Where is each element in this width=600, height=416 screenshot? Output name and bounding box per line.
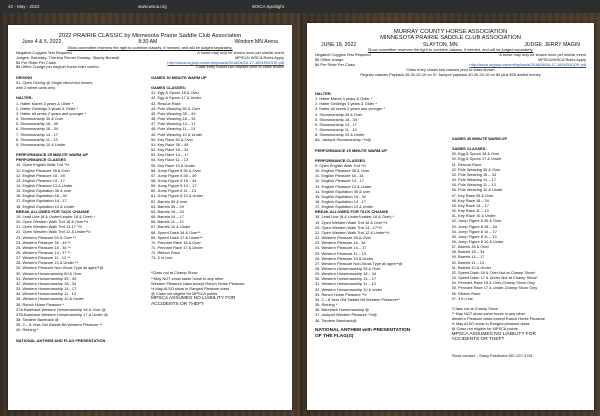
committee-notice: Show committee reserves the right to combine classes, if needed, and will be judged separately.	[67, 44, 233, 50]
class-item: 35. Western Horsemanship 10 & Under	[16, 296, 84, 302]
class-item: 56. Jump Figure 8 50 & Over	[151, 167, 201, 173]
class-item: 26. Western Pleasure 14 - 17 **	[16, 250, 71, 255]
class-item: 25. Western Pleasure 18 - 34 **	[16, 244, 71, 250]
class-item: 43. Pole Weaving 18 – 34	[451, 171, 496, 177]
entry-closing-note: Class entry closes two classes prior to class shown	[406, 66, 495, 72]
section-heading: PERFORMANCE CLASSES	[16, 157, 66, 163]
class-item: 24. Western Pleasure 14 – 17	[315, 245, 367, 251]
showbill-header	[307, 29, 594, 48]
class-item: 63. Barrels 35 – 49	[151, 203, 184, 209]
class-item: 17. English Equitation 14 - 17	[16, 198, 67, 204]
class-item: Show contact – Stacy Posthuma 507-227-3761	[451, 353, 533, 359]
committee-notice: Show committee reserves the right to combine classes, if needed, and will be judged separately.	[367, 47, 534, 53]
site-url: www.wsca.org	[138, 4, 167, 9]
class-item: 55. Key Race 10 & Under	[151, 162, 196, 168]
class-item: 19. Open Western Walk Trot 18 & Over*½	[315, 219, 388, 225]
class-list-games	[151, 75, 286, 343]
right-page	[300, 13, 600, 416]
class-item: 8. Showmanship 10 & Under	[315, 132, 365, 138]
class-item: 10. Open English Walk Trot *½	[16, 162, 70, 168]
class-item: 35. Reining *	[315, 302, 338, 308]
class-item: 73. 3 In Line	[151, 255, 173, 261]
class-item: 33. Ranch Horse Pleasure *½	[315, 291, 367, 297]
info-left: $5 Office Charge per day/per horse-rider combo	[16, 64, 99, 70]
show-date: June 4 & 5, 2022	[22, 39, 62, 46]
class-item: 63. Speed Dash 17 & Under-Not at Champ Show*	[451, 275, 538, 281]
class-item: 42. Egg & Spoon 17 & Under	[151, 95, 202, 101]
class-columns	[16, 75, 286, 343]
info-right: MPSCA/ WSCA Rules Apply	[234, 54, 284, 60]
class-item: 60. Barrels 11 – 13	[451, 259, 485, 265]
class-item: 26. Western Pleasure 10 & Under	[315, 255, 374, 261]
class-item: 01. Open Driving @ Single hitch/mini horses	[16, 80, 93, 86]
class-item: 38. Tandem Bareback @	[16, 317, 59, 323]
info-row	[16, 65, 284, 70]
info-right: MPSCA/WSCA Rules Apply	[538, 57, 586, 63]
class-item: 41. Rescue Race	[451, 161, 482, 167]
class-item: 3. Halter all sexes 2 years and younger *	[315, 106, 386, 112]
class-item: 9. Open English Walk Trot *½	[315, 162, 366, 168]
class-item: 42. Pole Weaving 35 & Over	[451, 166, 501, 172]
class-item: 34. Western Horsemanship 11 - 13	[16, 291, 76, 297]
class-item: MPSCA ASSUMES NO LIABILITY FOR	[451, 331, 536, 337]
class-item: 43. Rescue Race	[151, 100, 181, 106]
class-item: 58. Jump Figure 8 18 – 34	[151, 177, 197, 183]
class-item: 22. Western Pleasure 35 & Over	[315, 235, 371, 241]
show-date: JUNE 18, 2022	[321, 41, 357, 48]
class-item: 31. Western Horsemanship 11 – 13	[315, 281, 376, 287]
class-item: 51. Key Race 35 – 49	[151, 141, 189, 147]
show-location: SLAYTON, MN	[422, 41, 458, 48]
class-item: 44. Pole Weaving 14 – 17	[451, 177, 496, 183]
class-item: with 2 wheel carts only	[16, 85, 56, 91]
class-item: 58. Barrels 18 – 34	[451, 249, 485, 255]
class-item: 28. Western Horsemanship 35 & Over	[315, 266, 381, 271]
class-item: 4. Showmanship 35 & Over	[16, 116, 64, 122]
class-list-halter-performance	[315, 91, 452, 358]
class-item: 36. Ranch Horse Pleasure *	[16, 301, 65, 307]
class-item: 3. Halter all sexes 2 years and younger *	[16, 110, 87, 116]
show-time: 8:30 AM	[138, 39, 158, 46]
class-item: 8A. Jackpot Showmanship ^½@	[315, 137, 371, 143]
class-item: 14. English Pleasure 13 & Under	[16, 182, 73, 188]
class-item: 20. Open Western Walk Trot 18 & Over*½	[16, 219, 89, 225]
class-item: 66. Barrels 11 – 13	[151, 219, 184, 225]
class-item: 48. Key Race 18 – 34	[451, 197, 489, 203]
section-heading: HALTER:	[16, 95, 33, 101]
class-item: 1. Halter Mares 3 years & Older *	[16, 100, 74, 106]
class-item: 45. Pole Weaving 35 – 49	[151, 110, 196, 116]
rulebook-link[interactable]: http://wsca.org/wp-content/uploads/2016/06/16-17-1891EBOOK.pdf	[469, 61, 586, 67]
class-item: 55. Jump Figure 8 11 – 13	[451, 233, 497, 239]
class-item: 18. English Equitation 13 & Under	[16, 203, 75, 209]
class-item: 6. Showmanship 14 - 17	[315, 121, 357, 127]
class-item: 32. Western Horsemanship 18 - 34	[16, 280, 77, 286]
class-item: 17. English Equitation 13 & Under	[315, 204, 374, 210]
class-item: 61. Jump Figure 8 10 & Under	[151, 193, 204, 199]
section-heading: NATIONAL ANTHEM AND FLAG PRESENTATION	[16, 337, 106, 343]
class-item: ½ May ALSO show in Ranged Pleasure class	[151, 285, 230, 291]
class-item: 19. Lead Line (8 & Under/Leader 18 & Over) *	[16, 213, 96, 219]
class-item: 50. Key Race 11 – 13	[451, 208, 489, 214]
class-item: 66. Ribbon Race	[451, 290, 481, 296]
class-item: 53. Key Race 14 – 17	[151, 152, 189, 158]
class-item: 51. Key Race 10 & Under	[451, 213, 496, 219]
class-item: 52. Jump Figure 8 35 & Over	[451, 218, 502, 224]
class-item: 57. Jump Figure 8 35 – 49	[151, 172, 197, 178]
class-item: 38. Tandem Bareback@	[315, 317, 357, 323]
info-left: Negative Coggins Test Required	[315, 52, 371, 58]
class-item: 50. Key Race 50 & Over	[151, 136, 193, 142]
class-list-games	[452, 91, 589, 358]
class-item: 20. Open Western Walk Trot 13 - 17*½	[315, 224, 382, 230]
class-item: 11. English Pleasure 18 - 34	[315, 173, 364, 179]
info-left: $4 Per Rider Per Class	[16, 59, 56, 65]
class-item: 39. 2 – 8-Year-Old Saddle Bit Western Pleasure **	[16, 322, 103, 328]
class-item: 65. Barrels 14 – 17	[151, 214, 184, 220]
class-item: 67. Barrels 10 & Under	[151, 224, 191, 230]
section-heading: OF THE FLAG(S)	[315, 333, 354, 339]
class-item: 61. Barrels 10 & Under	[451, 264, 492, 270]
class-item: *Class not at Champ Show	[451, 305, 498, 311]
class-columns	[315, 91, 588, 358]
class-item: 27. Western Pleasure Non-Stock Type all ages**@	[315, 260, 403, 266]
info-rows	[16, 51, 284, 71]
class-item: 59. Barrels 14 – 17	[451, 254, 485, 260]
class-item: 29. Western Horsemanship 18 – 34	[315, 271, 377, 277]
class-item: 47. Key Race 35 & Over	[451, 192, 494, 198]
class-item: 10. English Pleasure 35 & Over	[315, 168, 370, 174]
section-heading: DRIVING	[16, 75, 33, 80]
section-heading: GAMES 30 MINUTE WARM UP	[151, 75, 207, 80]
class-item: 6. Showmanship 18 - 34	[16, 126, 58, 132]
class-item: 21. Open Western Walk Trot 12 & Under*½	[315, 229, 390, 235]
class-item: 2. Halter Geldings 3 years & Older *	[315, 101, 377, 107]
class-item: 7. Showmanship 14 - 17	[16, 131, 58, 137]
showbill-info	[307, 48, 594, 77]
class-item: 16. English Equitation 18 - 34	[16, 193, 67, 199]
class-item: 67. 3 In Line	[451, 295, 473, 301]
class-item: 53. Jump Figure 8 18 – 34	[451, 223, 497, 229]
class-item: ** May NOT show same horse in any other	[451, 311, 526, 316]
class-item: 31. Western Horsemanship 35 - 49	[16, 275, 77, 281]
class-item: @ Class not eligible for MPSCA points	[451, 326, 518, 332]
info-right: A horse may only be shown once per similar event	[197, 49, 284, 55]
class-item: 12. English Pleasure 18 - 49	[16, 172, 65, 178]
class-item: 49. Key Race 14 – 17	[451, 202, 489, 208]
class-item: 23. Western Pleasure 50 & Over **	[16, 234, 77, 240]
class-item: 4. Showmanship 35 & Over	[315, 111, 363, 117]
section-heading: PERFORMANCE CLASSES	[315, 157, 365, 163]
class-item: 54. Key Race 11 – 13	[151, 157, 189, 163]
info-left: Judges: Saturday- Theresa Flemer Sunday- Stacey Burandt	[16, 54, 120, 60]
class-item: 14. English Equitation 35 & over	[315, 188, 371, 194]
class-item: 5. Showmanship 18 - 34	[315, 116, 357, 122]
info-left: $4 Per Rider Per Class	[315, 61, 355, 67]
section-title: WSCA Spotlight	[252, 4, 285, 9]
class-item: 62. Speed Dash 18 & Over-Not at Champ Show*	[451, 269, 536, 275]
section-heading: GAMES 30 MINUTE WARM UP	[451, 136, 508, 141]
class-item: 11. English Pleasure 35 & Over	[16, 167, 70, 173]
info-left: Negative Coggins Test Required	[16, 49, 72, 55]
class-item: 54. Jump Figure 8 14 – 17	[451, 228, 497, 234]
class-item: 30. Western Horsemanship 14 – 17	[315, 276, 377, 282]
class-item: 69. Speed Dash 17 & Under**	[151, 234, 203, 240]
section-heading: BREAK ALLOWED FOR TACK CHANGE	[315, 209, 389, 215]
class-item: 39. Egg & Spoon 18 & Over	[451, 151, 500, 157]
rulebook-link[interactable]: http://wsca.org/wp-content/uploads/2016/06/16-17-1891EBOOK.pdf	[167, 59, 284, 65]
class-item: 22. Open Western Walk Trot 12 & Under*½	[16, 229, 91, 235]
class-item: 15. English Equitation 35 & over	[16, 188, 72, 194]
class-item: *Class not at Champ Show	[151, 270, 198, 276]
class-item: 48. Pole Weaving 11 – 13	[151, 126, 196, 132]
class-item: ½ May ALSO show in Ranged pleasure class	[451, 321, 530, 327]
class-item: MPSCA ASSUMES NO LIABILITY FOR	[151, 296, 236, 302]
payback-note: Regular classes Payback 45-30-20-10 on 5+ Jackpot payback 40-30-20-10 on $2 plus $25 added money	[360, 71, 541, 77]
class-item: 49. Pole Weaving 10 & Under	[151, 131, 203, 137]
class-item: 13. English Pleasure 13 & Under	[315, 183, 372, 189]
class-item: 21. Open Western Walk Trot 13-17 *½	[16, 224, 82, 230]
section-heading: GAMES CLASSES:	[151, 85, 187, 91]
class-item: 45. Pole Weaving 11 – 13	[451, 182, 496, 188]
class-item: @ Class not eligible for MPSCA points	[151, 291, 218, 297]
class-item: 13. English Pleasure 14 - 17	[16, 177, 65, 183]
magazine-header	[0, 0, 600, 13]
class-item: 18. Lead Line (8 & Under/Leader 18 & Over) *	[315, 214, 395, 220]
class-item: 24. Western Pleasure 35 - 49 **	[16, 239, 71, 245]
class-item: 52. Key Race 18 – 34	[151, 147, 189, 153]
class-item: 37B.Bareback Western Horsemanship 17 & Under @	[16, 311, 108, 317]
class-item: 47. Pole Weaving 14 – 17	[151, 121, 196, 127]
class-item: Western Pleasure class except Ranch Horse Pleasure	[151, 280, 245, 286]
class-item: 64. Barrels 18 – 34	[151, 208, 184, 214]
class-item: 30. Western Horsemanship 50 & Over	[16, 270, 82, 276]
class-item: 27. Western Pleasure 11 - 13 **	[16, 255, 71, 261]
class-item: 23. Western Pleasure 18 - 34	[315, 240, 366, 246]
class-item: 12. English Pleasure 14 - 17	[315, 178, 364, 184]
class-item: 59. Jump Figure 8 14 – 17	[151, 183, 197, 189]
class-item: 15. English Equitation 18 - 34	[315, 193, 366, 199]
class-item: 37A.Bareback Western Horsemanship 18 & Over @	[16, 306, 106, 312]
showbill-header	[8, 33, 292, 46]
class-item: 44. Pole Weaving 50 & Over	[151, 105, 201, 111]
class-item: 70. Pennant Race 18 & Over	[151, 239, 201, 245]
class-item: 28. Western Pleasure 10 & Under **	[16, 260, 79, 266]
class-item: 33. Western Horsemanship 14 - 17	[16, 286, 77, 292]
class-item: 40. Egg & Spoon 17 & Under	[451, 156, 502, 162]
class-item: **May NOT show same horse in any other	[151, 275, 224, 281]
class-item: Western Pleasure class except Ranch Horse Pleasure	[451, 316, 546, 322]
info-left: $5 Office charge	[315, 57, 344, 63]
class-list-halter-performance	[16, 75, 151, 343]
class-item: ACCIDENTS OR THEFT	[451, 337, 505, 343]
class-item: 36. Bareback Horsemanship @	[315, 307, 370, 313]
class-item: 72. Ribbon Race	[151, 250, 180, 256]
class-item: 71. Pennant Race 17 & Under	[151, 245, 203, 250]
murray-county-showbill	[307, 23, 594, 410]
class-item: 37. Jackpot Western Pleasure ^½@	[315, 312, 377, 318]
class-item: 65. Pennant Race 17 & Under-Champ Show Only	[451, 285, 538, 291]
class-item: 29. Western Pleasure Non-Stock Type all ages**@	[16, 265, 104, 271]
class-item: 34. 2 – 8 Year Old Saddle Bit Western Pleasure**	[315, 296, 400, 302]
class-item: 60. Jump Figure 8 11 – 13	[151, 188, 197, 194]
showbill-info	[8, 46, 292, 71]
club-title: MINNESOTA PRAIRIE SADDLE CLUB ASSOCIATION	[380, 35, 521, 42]
left-page	[0, 13, 300, 416]
class-item: 8. Showmanship 11 - 13	[16, 136, 58, 142]
class-item: 46. Pole Weaving 10 & Under	[451, 187, 503, 193]
section-heading: HALTER:	[315, 91, 332, 96]
section-heading: PERFORMANCE 25 MINUTE WARM-UP	[315, 147, 387, 153]
class-item: 25. Western Pleasure 11 – 13	[315, 250, 367, 256]
class-item: 7. Showmanship 11 - 13	[315, 127, 357, 133]
section-heading: PERFORMANCE 25 MINUTE WARM-UP	[16, 152, 88, 158]
issue-date: 42 - May - 2022	[8, 4, 40, 9]
class-item: 2. Halter Geldings 3 years & Older *	[16, 105, 78, 111]
class-item: 32. Western Horsemanship 10 & under	[315, 286, 383, 292]
info-right: A horse may only be shown once per similar event	[499, 52, 586, 58]
class-item: 62. Barrels 50 & over	[151, 198, 188, 204]
section-heading: GAMES CLASSES:	[451, 146, 487, 152]
info-right: Class entry closes two classes prior to class shown	[195, 64, 284, 70]
class-item: 1. Halter Mares 3 years & Older *	[315, 96, 373, 102]
prairie-classic-showbill	[8, 25, 292, 410]
show-judge: JUDGE: JERRY MAGIN	[524, 41, 580, 48]
show-location: Windom MN Arena	[234, 39, 278, 46]
class-item: ACCIDENTS OR THEFT	[151, 302, 204, 308]
class-item: 16. English Equitation 14 - 17	[315, 198, 366, 204]
showbill-title: 2022 PRAIRIE CLASSIC by Minnesota Prairie Saddle Club Association	[58, 33, 242, 39]
class-item: 46. Pole Weaving 18 – 34	[151, 116, 196, 122]
section-heading: BREAK ALLOWED FOR TACK CHANGE	[16, 208, 90, 214]
class-item: 64. Pennant Race 18 & Over-Champ Show Only	[451, 280, 535, 286]
class-item: 9. Showmanship 10 & Under	[16, 141, 66, 147]
class-item: 57. Barrels 35 & Over	[451, 244, 489, 250]
class-item: 5. Showmanship 18 - 49	[16, 121, 58, 127]
section-heading: NATIONAL ANTHEM with PRESENTATION	[315, 327, 411, 333]
class-item: 41. Egg & Spoon 18 & Over	[151, 90, 200, 96]
info-rows	[315, 53, 586, 68]
class-item: 68. Speed Dash 18 & Over**	[151, 229, 201, 235]
association-title: MURRAY COUNTY HORSE ASSOCIATION	[393, 29, 508, 35]
class-item: 40. Reining *	[16, 327, 39, 333]
class-item: 56. Jump Figure 8 10 & Under	[451, 238, 504, 244]
